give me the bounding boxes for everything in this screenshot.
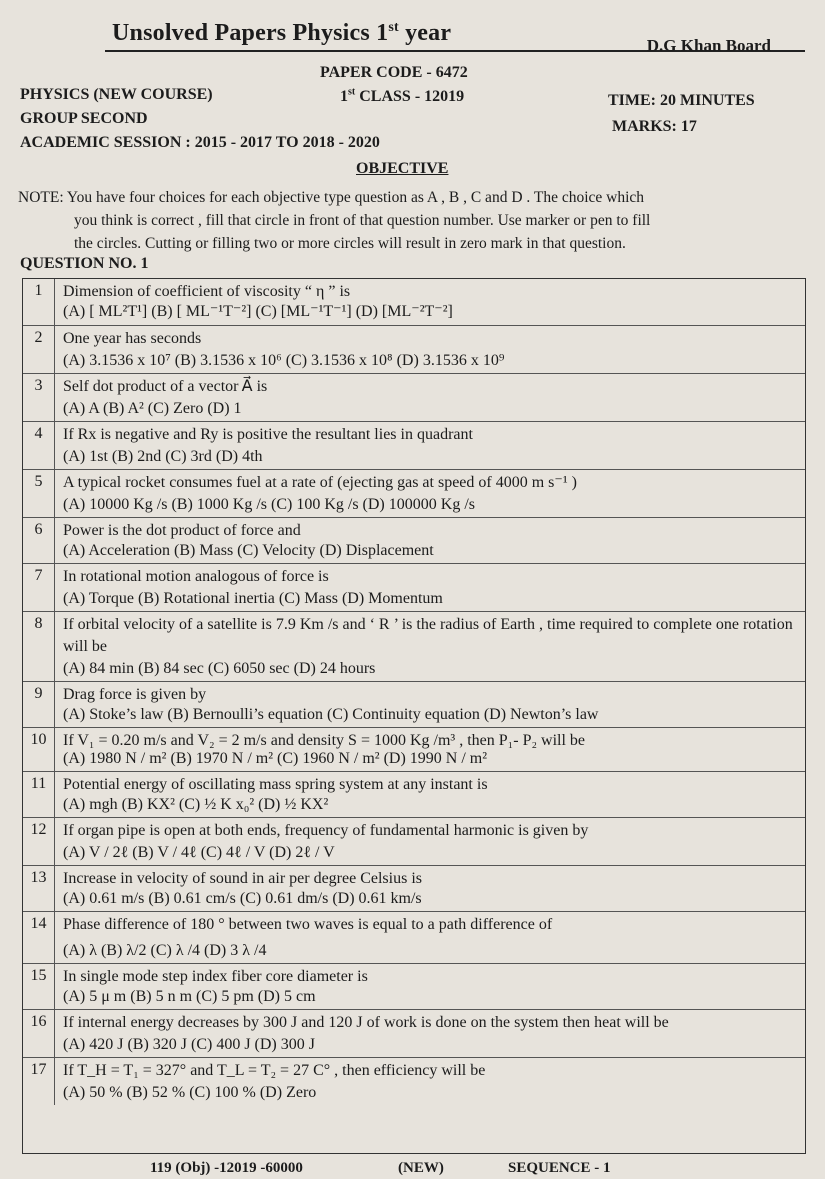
question-row (23, 1009, 805, 1057)
question-options: (A) 1980 N / m² (B) 1970 N / m² (C) 1960 N / m² (D) 1990 N / m² (63, 750, 488, 767)
question-text: Drag force is given by (63, 686, 207, 703)
instructions-note (18, 186, 730, 255)
question-options: (A) 50 % (B) 52 % (C) 100 % (D) Zero (63, 1084, 317, 1101)
question-text: Dimension of coefficient of viscosity “ η ” is (63, 283, 351, 300)
question-row (23, 817, 805, 865)
question-text: If orbital velocity of a satellite is 7.9 Km /s and ‘ R ’ is the radius of Earth , time required to complete one rotation will be (63, 616, 793, 655)
paper-code: PAPER CODE - 6472 (320, 64, 468, 81)
question-options: (A) 0.61 m/s (B) 0.61 cm/s (C) 0.61 dm/s (D) 0.61 km/s (63, 890, 422, 907)
question-text: In single mode step index fiber core diameter is (63, 968, 368, 985)
class-label: 1st CLASS - 12019 (340, 86, 465, 105)
question-row (23, 727, 805, 771)
question-number: 13 (23, 866, 55, 911)
question-number: 7 (23, 564, 55, 611)
question-number: 8 (23, 612, 55, 681)
question-text: If V₁ = 0.20 m/s and V₂ = 2 m/s and density S = 1000 Kg /m³ , then P₁- P₂ will be (63, 732, 586, 749)
question-number: 3 (23, 374, 55, 421)
question-options: (A) 10000 Kg /s (B) 1000 Kg /s (C) 100 Kg /s (D) 100000 Kg /s (63, 496, 475, 513)
question-number: 17 (23, 1058, 55, 1105)
footer-sequence: SEQUENCE - 1 (508, 1160, 611, 1176)
question-text: Power is the dot product of force and (63, 522, 301, 539)
question-text: If internal energy decreases by 300 J and 120 J of work is done on the system then heat will be (63, 1014, 669, 1031)
question-row (23, 611, 805, 681)
question-row (23, 911, 805, 963)
question-text: Self dot product of a vector A⃗ is (63, 378, 268, 395)
question-table (22, 278, 806, 1154)
question-options: (A) A (B) A² (C) Zero (D) 1 (63, 400, 242, 417)
question-row (23, 373, 805, 421)
question-number: 14 (23, 912, 55, 963)
section-title: OBJECTIVE (356, 160, 449, 177)
time-label: TIME: 20 MINUTES (608, 92, 755, 109)
question-options: (A) Torque (B) Rotational inertia (C) Mass (D) Momentum (63, 590, 443, 607)
question-row (23, 963, 805, 1009)
question-number: 2 (23, 326, 55, 373)
question-options: (A) Stoke’s law (B) Bernoulli’s equation (C) Continuity equation (D) Newton’s law (63, 706, 599, 723)
question-options: (A) 420 J (B) 320 J (C) 400 J (D) 300 J (63, 1036, 315, 1053)
question-row (23, 563, 805, 611)
question-number: 6 (23, 518, 55, 563)
session-label: ACADEMIC SESSION : 2015 - 2017 TO 2018 - 2020 (20, 134, 380, 151)
question-row (23, 279, 805, 325)
question-options: (A) Acceleration (B) Mass (C) Velocity (D) Displacement (63, 542, 434, 559)
question-row (23, 469, 805, 517)
footer-new: (NEW) (398, 1160, 444, 1176)
question-text: If organ pipe is open at both ends, frequency of fundamental harmonic is given by (63, 822, 589, 839)
board-name: D.G Khan Board (646, 36, 771, 55)
footer-code: 119 (Obj) -12019 -60000 (150, 1160, 303, 1176)
question-number: 12 (23, 818, 55, 865)
subject-label: PHYSICS (NEW COURSE) (20, 86, 213, 103)
note-line: you think is correct , fill that circle in front of that question number. Use marker or pen to fill (74, 212, 651, 229)
question-number: 15 (23, 964, 55, 1009)
question-text: Potential energy of oscillating mass spring system at any instant is (63, 776, 488, 793)
question-options: (A) mgh (B) KX² (C) ½ K x₀² (D) ½ KX² (63, 796, 329, 813)
question-text: In rotational motion analogous of force is (63, 568, 329, 585)
note-line: NOTE: You have four choices for each objective type question as A , B , C and D . The choice which (18, 189, 645, 206)
question-text: Phase difference of 180 ° between two waves is equal to a path difference of (63, 916, 553, 933)
question-options: (A) 3.1536 x 10⁷ (B) 3.1536 x 10⁶ (C) 3.1536 x 10⁸ (D) 3.1536 x 10⁹ (63, 352, 505, 369)
question-options: (A) V / 2ℓ (B) V / 4ℓ (C) 4ℓ / V (D) 2ℓ / V (63, 844, 335, 861)
group-label: GROUP SECOND (20, 110, 148, 127)
question-row (23, 865, 805, 911)
note-line: the circles. Cutting or filling two or more circles will result in zero mark in that question. (74, 235, 626, 252)
question-number: 1 (23, 279, 55, 325)
question-options: (A) λ (B) λ/2 (C) λ /4 (D) 3 λ /4 (63, 942, 267, 959)
question-text: One year has seconds (63, 330, 202, 347)
question-text: If Rx is negative and Ry is positive the resultant lies in quadrant (63, 426, 473, 443)
page-title: Unsolved Papers Physics 1st year (112, 20, 452, 46)
question-row (23, 421, 805, 469)
question-row (23, 517, 805, 563)
question-text: A typical rocket consumes fuel at a rate of (ejecting gas at speed of 4000 m s⁻¹ ) (63, 474, 577, 491)
question-text: If T_H = T₁ = 327° and T_L = T₂ = 27 C° , then efficiency will be (63, 1062, 486, 1079)
question-number: 11 (23, 772, 55, 817)
question-row (23, 771, 805, 817)
question-text: Increase in velocity of sound in air per degree Celsius is (63, 870, 422, 887)
question-row (23, 325, 805, 373)
question-options: (A) 1st (B) 2nd (C) 3rd (D) 4th (63, 448, 263, 465)
question-options: (A) 84 min (B) 84 sec (C) 6050 sec (D) 24 hours (63, 660, 376, 677)
question-number: 10 (23, 728, 55, 771)
question-number: 4 (23, 422, 55, 469)
question-row (23, 1057, 805, 1105)
question-number: 16 (23, 1010, 55, 1057)
question-row (23, 681, 805, 727)
question-heading: QUESTION NO. 1 (20, 255, 149, 272)
question-options: (A) [ ML²T¹] (B) [ ML⁻¹T⁻²] (C) [ML⁻¹T⁻¹] (D) [ML⁻²T⁻²] (63, 303, 453, 320)
question-number: 9 (23, 682, 55, 727)
marks-label: MARKS: 17 (612, 118, 697, 135)
question-options: (A) 5 μ m (B) 5 n m (C) 5 pm (D) 5 cm (63, 988, 316, 1005)
question-number: 5 (23, 470, 55, 517)
